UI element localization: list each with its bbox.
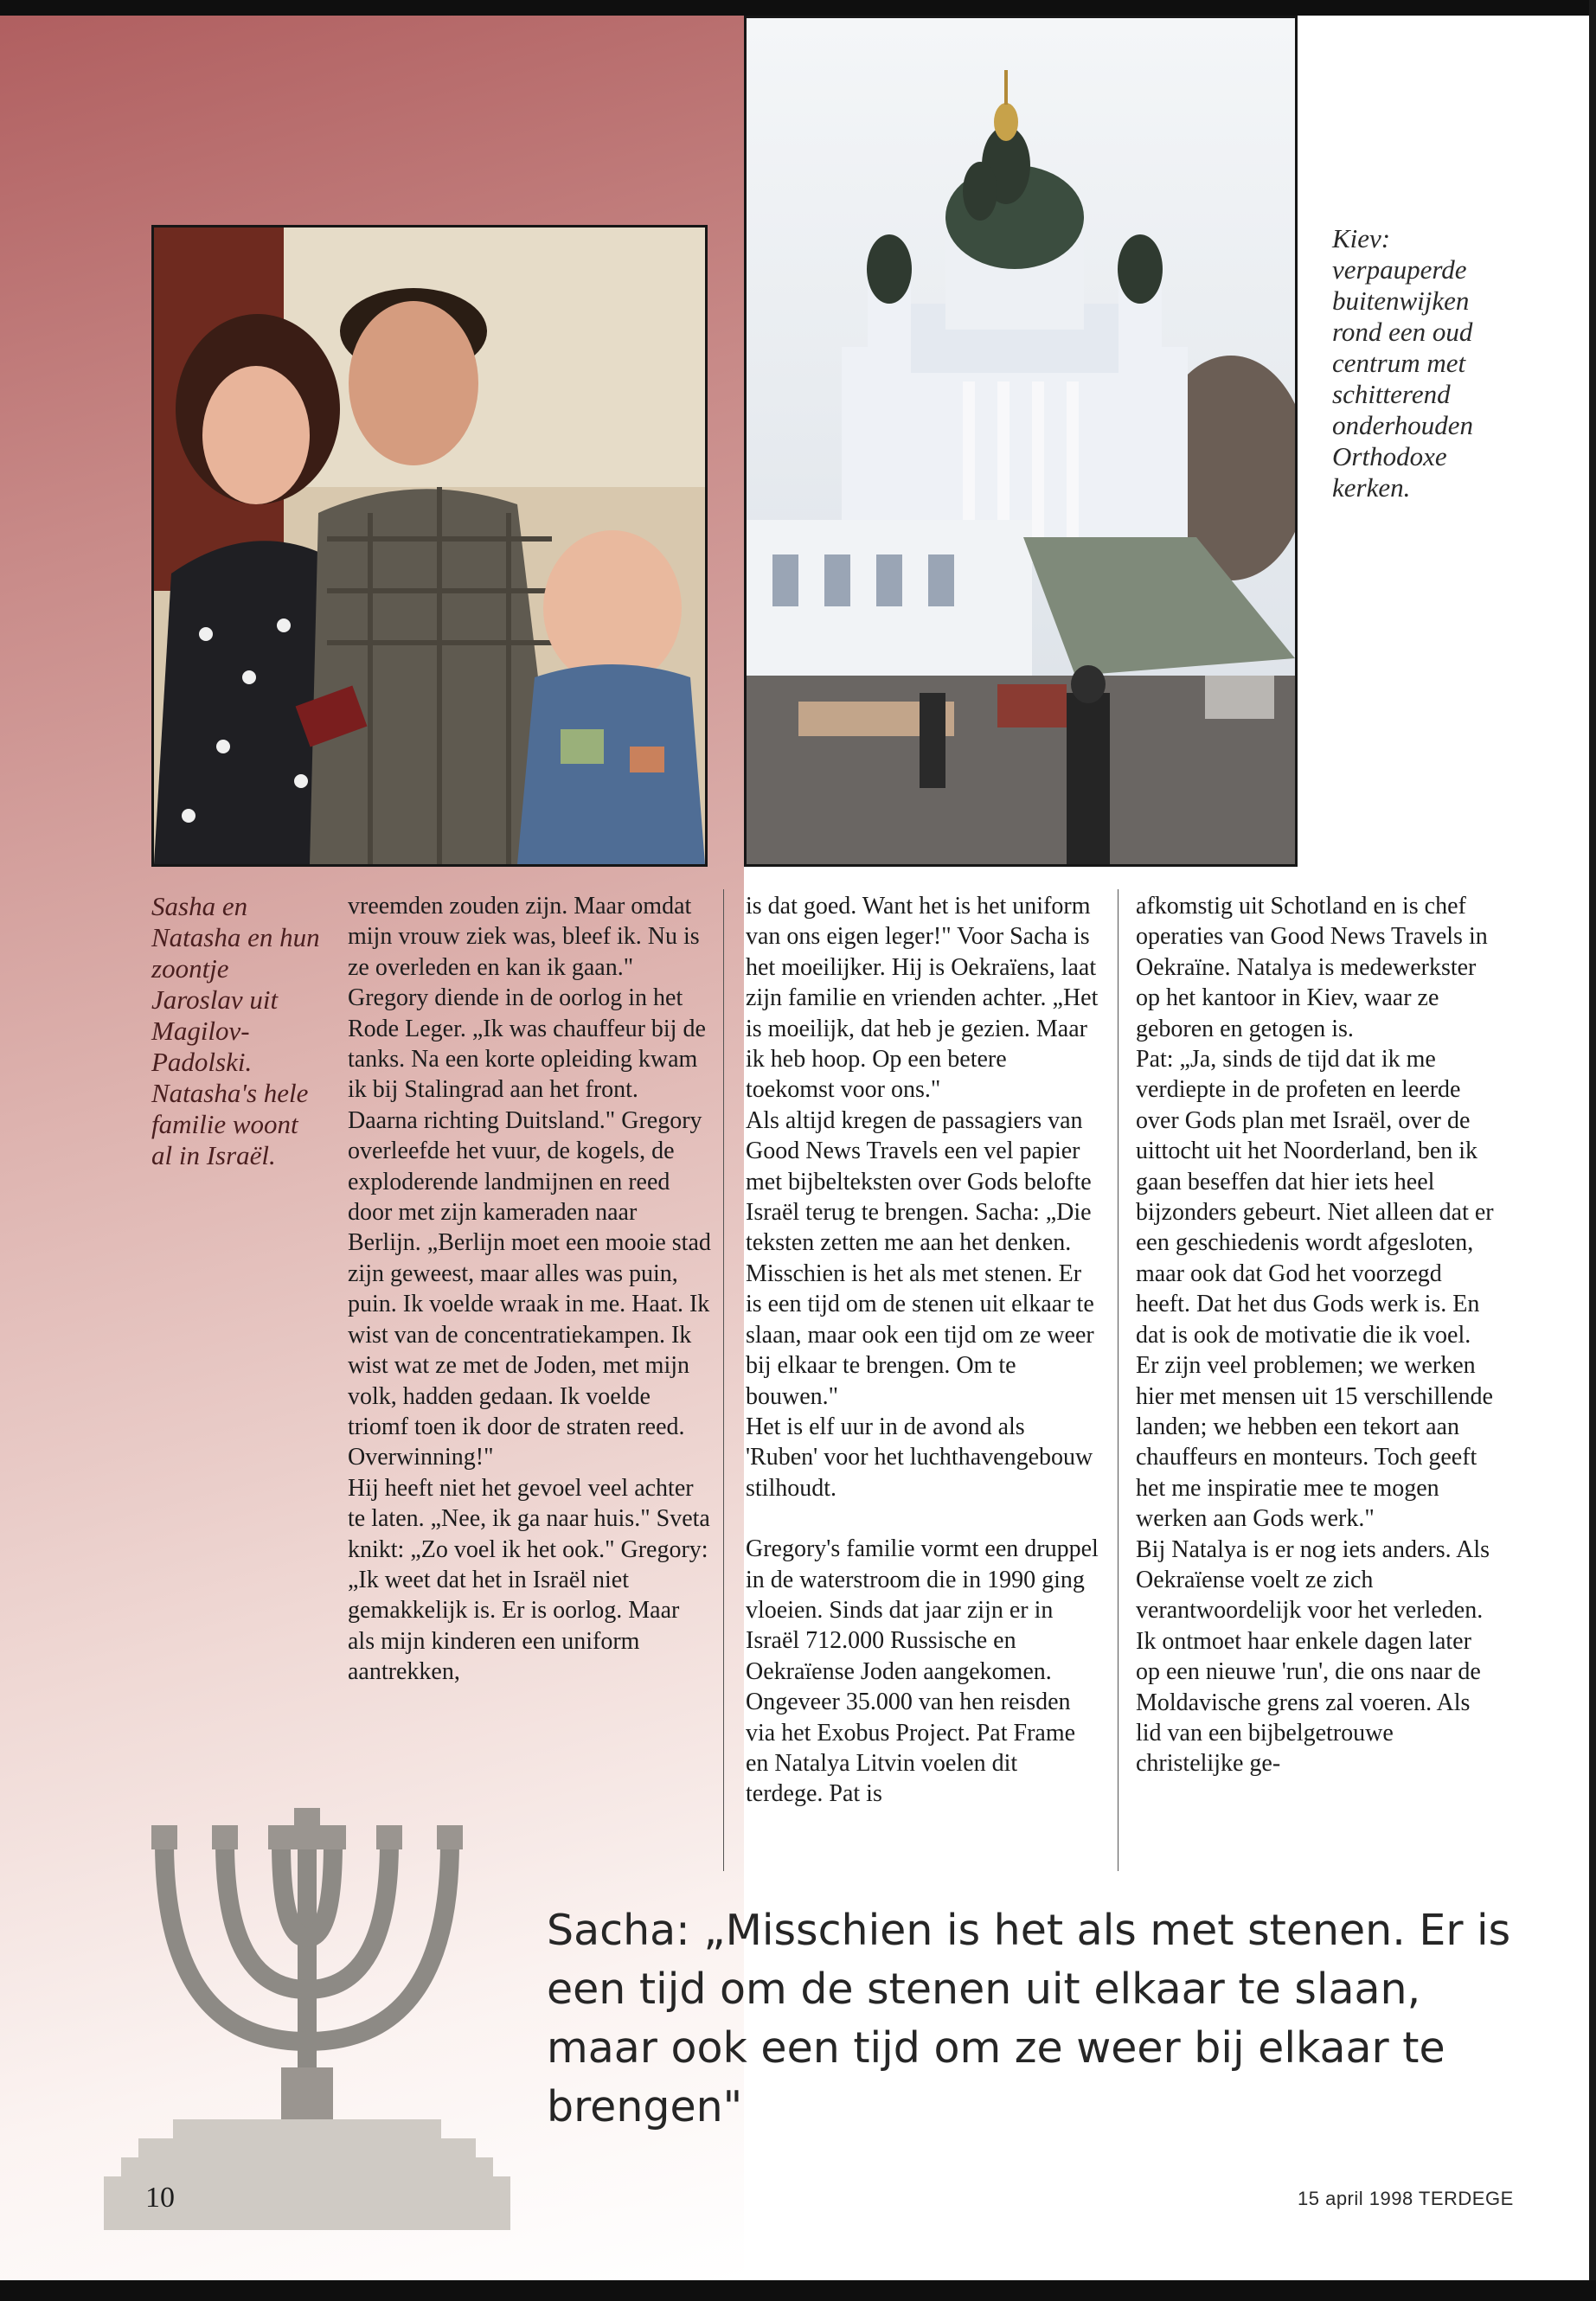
paragraph: afkomstig uit Schotland en is chef operaties van Good News Travels in Oekraïne. Natalya is medewerkster op het kantoor in Kiev, waar ze geboren en getogen is. <box>1136 893 1488 1042</box>
top-border <box>0 0 1596 16</box>
paragraph: Pat: „Ja, sinds de tijd dat ik me verdiepte in de profeten en leerde over Gods plan met Israël, over de uittocht uit het Noorderland, ben ik gaan beseffen dat hier iets heel bijzonders gebeurt. Niet alleen dat er een geschiedenis wordt afgesloten, maar ook dat God het voorzegd heeft. Dat het dus Gods werk is. En dat is ook de motivatie die ik voel. Er zijn veel problemen; we werken hier met mensen uit 15 verschillende landen; we hebben een tekort aan chauffeurs en monteurs. Toch geeft het me inspiratie mee te mogen werken aan Gods werk." <box>1136 1046 1494 1533</box>
paragraph: Gregory diende in de oorlog in het Rode Leger. „Ik was chauffeur bij de tanks. Na een korte opleiding kwam ik bij Stalingrad aan het front. Daarna richting Duitsland." Gregory overleefde het vuur, de kogels, de exploderende landmijnen en reed door met zijn kameraden naar Berlijn. „Berlijn moet een mooie stad zijn geweest, maar alles was puin, puin. Ik voelde wraak in me. Haat. Ik wist van de concentratiekampen. Ik wist wat ze met de Joden, met mijn volk, hadden gedaan. Ik voelde triomf toen ik door de straten reed. Overwinning!" <box>348 984 711 1471</box>
family-photo-caption: Sasha en Natasha en hun zoontje Jaroslav uit Magilov- Padolski. Natasha's hele familie woont al in Israël. <box>151 891 320 1170</box>
paragraph: is dat goed. Want het is het uniform van ons eigen leger!" Voor Sacha is het moeilijker. Hij is Oekraïens, laat zijn familie en vrienden achter. „Het is moeilijk, dat heb je gezien. Maar ik heb hoop. Op een betere toekomst voor ons." <box>746 893 1099 1104</box>
paragraph: Bij Natalya is er nog iets anders. Als Oekraïense voelt ze zich verantwoordelijk voor het verleden. Ik ontmoet haar enkele dagen later op een nieuwe 'run', die ons naar de Moldavische grens zal voeren. Als lid van een bijbelgetrouwe christelijke ge- <box>1136 1535 1490 1778</box>
page-number: 10 <box>145 2182 175 2214</box>
paragraph: Gregory's familie vormt een druppel in de waterstroom die in 1990 ging vloeien. Sinds dat jaar zijn er in Israël 712.000 Russische en Oekraïense Joden aangekomen. Ongeveer 35.000 van hen reisden via het Exobus Project. Pat Frame en Natalya Litvin voelen dit terdege. Pat is <box>746 1535 1099 1808</box>
bottom-border <box>0 2280 1596 2301</box>
right-border <box>1589 0 1596 2301</box>
menorah-icon <box>104 1791 510 2240</box>
kiev-church-photo <box>744 16 1298 867</box>
paragraph: Het is elf uur in de avond als 'Ruben' voor het luchthavengebouw stilhoudt. <box>746 1413 1093 1502</box>
paragraph: Hij heeft niet het gevoel veel achter te laten. „Nee, ik ga naar huis." Sveta knikt: „Zo voel ik het ook." Gregory: „Ik weet dat het in Israël niet gemakkelijk is. Er is oorlog. Maar als mijn kinderen een uniform aantrekken, <box>348 1474 710 1686</box>
pull-quote: Sacha: „Misschien is het als met stenen. Er is een tijd om de stenen uit elkaar te slaan, maar ook een tijd om ze weer bij elkaar te brengen" <box>547 1906 1511 2131</box>
text-column-3 <box>1136 891 1499 1779</box>
family-photo <box>151 225 708 867</box>
paragraph: vreemden zouden zijn. Maar omdat mijn vrouw ziek was, bleef ik. Nu is ze overleden en kan ik gaan." <box>348 893 700 981</box>
text-column-1 <box>348 891 711 1688</box>
church-photo-caption: Kiev: verpauperde buitenwijken rond een oud centrum met schitterend onderhouden Orthodoxe kerken. <box>1332 223 1474 503</box>
paragraph: Als altijd kregen de passagiers van Good News Travels een vel papier met bijbelteksten over Gods belofte Israël terug te brengen. Sacha: „Die teksten zetten me aan het denken. Misschien is het als met stenen. Er is een tijd om de stenen uit elkaar te slaan, maar ook een tijd om ze weer bij elkaar te brengen. Om te bouwen." <box>746 1106 1094 1410</box>
column-divider <box>723 889 724 1871</box>
issue-footer: 15 april 1998 TERDEGE <box>1298 2188 1514 2209</box>
text-column-2 <box>746 891 1100 1810</box>
